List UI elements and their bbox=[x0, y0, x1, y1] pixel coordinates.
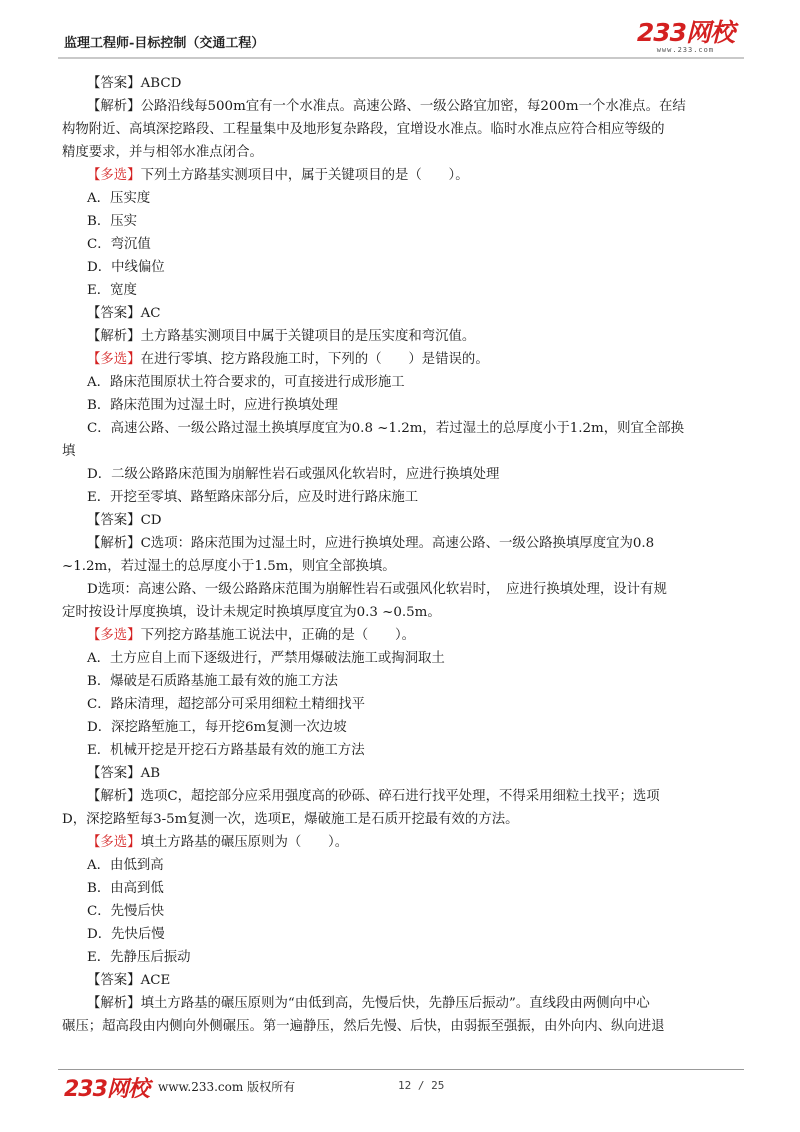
line-text: AC bbox=[140, 306, 161, 321]
text-line bbox=[62, 992, 740, 1015]
line-text: 构物附近、高填深挖路段、工程量集中及地形复杂路段，宜增设水准点。临时水准点应符合相应等级的 bbox=[62, 122, 665, 137]
section-tag: 【答案】 bbox=[87, 766, 141, 781]
text-line bbox=[62, 164, 740, 187]
text-line bbox=[62, 601, 740, 624]
line-text: 碾压；超高段由内侧向外侧碾压。第一遍静压，然后先慢、后快，由弱振至强振，由外向内、纵向进退 bbox=[62, 1019, 665, 1034]
text-line bbox=[62, 187, 740, 210]
text-line bbox=[62, 739, 740, 762]
line-text: C选项：路床范围为过湿土时，应进行换填处理。高速公路、一级公路换填厚度宜为0.8 bbox=[140, 536, 655, 551]
line-text: A．土方应自上而下逐级进行，严禁用爆破法施工或掏洞取土 bbox=[87, 651, 445, 666]
text-line bbox=[62, 95, 740, 118]
line-text: D．深挖路堑施工，每开挖6m复测一次边坡 bbox=[87, 720, 347, 735]
section-tag: 【解析】 bbox=[87, 789, 141, 804]
text-line bbox=[62, 532, 740, 555]
line-text: 公路沿线每500m宜有一个水准点。高速公路、一级公路宜加密，每200m一个水准点。在结 bbox=[140, 99, 686, 114]
document-title: 监理工程师-目标控制（交通工程） bbox=[64, 36, 265, 51]
line-text: C．路床清理，超挖部分可采用细粒土精细找平 bbox=[87, 697, 366, 712]
line-text: B．路床范围为过湿土时，应进行换填处理 bbox=[87, 398, 338, 413]
line-text: ACE bbox=[140, 973, 171, 988]
text-line bbox=[62, 877, 740, 900]
page-footer bbox=[58, 1072, 744, 1102]
text-line bbox=[62, 256, 740, 279]
line-text: 下列挖方路基施工说法中，正确的是（ ）。 bbox=[140, 628, 416, 643]
footer-divider bbox=[58, 1069, 744, 1070]
line-text: 精度要求，并与相邻水准点闭合。 bbox=[62, 145, 263, 160]
section-tag: 【多选】 bbox=[87, 168, 141, 183]
text-line bbox=[62, 900, 740, 923]
logo-url: www.233.com bbox=[656, 46, 715, 54]
line-text: B．压实 bbox=[87, 214, 138, 229]
line-text: D，深挖路堑每3-5m复测一次，选项E，爆破施工是石质开挖最有效的方法。 bbox=[62, 812, 519, 827]
page-number: 12 / 25 bbox=[398, 1079, 445, 1092]
text-line bbox=[62, 923, 740, 946]
section-tag: 【答案】 bbox=[87, 973, 141, 988]
logo-text: 233网校 bbox=[636, 18, 734, 47]
text-line bbox=[62, 463, 740, 486]
line-text: E．宽度 bbox=[87, 283, 137, 298]
footer-logo[interactable]: 233网校 bbox=[64, 1077, 149, 1102]
line-text: E．先静压后振动 bbox=[87, 950, 191, 965]
brand-logo[interactable] bbox=[637, 20, 734, 54]
text-line bbox=[62, 302, 740, 325]
line-text: A．压实度 bbox=[87, 191, 151, 206]
line-text: B．由高到低 bbox=[87, 881, 164, 896]
section-tag: 【答案】 bbox=[87, 306, 141, 321]
text-line bbox=[62, 141, 740, 164]
line-text: B．爆破是石质路基施工最有效的施工方法 bbox=[87, 674, 338, 689]
line-text: CD bbox=[140, 513, 162, 528]
text-line bbox=[62, 233, 740, 256]
text-line bbox=[62, 693, 740, 716]
section-tag: 【多选】 bbox=[87, 628, 141, 643]
text-line bbox=[62, 118, 740, 141]
footer-copyright: www.233.com 版权所有 bbox=[158, 1080, 296, 1094]
text-line bbox=[62, 348, 740, 371]
line-text: 选项C，超挖部分应采用强度高的砂砾、碎石进行找平处理，不得采用细粒土找平；选项 bbox=[140, 789, 660, 804]
section-tag: 【解析】 bbox=[87, 99, 141, 114]
line-text: 在进行零填、挖方路段施工时，下列的（ ）是错误的。 bbox=[140, 352, 489, 367]
text-line bbox=[62, 1015, 740, 1038]
line-text: 填土方路基的碾压原则为“由低到高，先慢后快，先静压后振动”。直线段由两侧向中心 bbox=[140, 996, 650, 1011]
line-text: E．机械开挖是开挖石方路基最有效的施工方法 bbox=[87, 743, 365, 758]
section-tag: 【多选】 bbox=[87, 352, 141, 367]
line-text: 下列土方路基实测项目中，属于关键项目的是（ ）。 bbox=[140, 168, 469, 183]
section-tag: 【答案】 bbox=[87, 513, 141, 528]
text-line bbox=[62, 831, 740, 854]
line-text: A．路床范围原状土符合要求的，可直接进行成形施工 bbox=[87, 375, 405, 390]
text-line bbox=[62, 762, 740, 785]
text-line bbox=[62, 72, 740, 95]
text-line bbox=[62, 969, 740, 992]
line-text: C．弯沉值 bbox=[87, 237, 151, 252]
text-line bbox=[62, 486, 740, 509]
page-header bbox=[58, 18, 744, 56]
header-divider bbox=[58, 57, 744, 59]
text-line bbox=[62, 946, 740, 969]
section-tag: 【答案】 bbox=[87, 76, 141, 91]
text-line bbox=[62, 670, 740, 693]
text-line bbox=[62, 716, 740, 739]
text-line bbox=[62, 279, 740, 302]
line-text: D．二级公路路床范围为崩解性岩石或强风化软岩时，应进行换填处理 bbox=[87, 467, 500, 482]
line-text: 填 bbox=[62, 444, 76, 459]
text-line bbox=[62, 394, 740, 417]
line-text: E．开挖至零填、路堑路床部分后，应及时进行路床施工 bbox=[87, 490, 419, 505]
line-text: D选项：高速公路、一级公路路床范围为崩解性岩石或强风化软岩时， 应进行换填处理，设计有规 bbox=[87, 582, 667, 597]
text-line bbox=[62, 325, 740, 348]
text-line bbox=[62, 624, 740, 647]
section-tag: 【解析】 bbox=[87, 329, 141, 344]
text-line bbox=[62, 647, 740, 670]
line-text: C．高速公路、一级公路过湿土换填厚度宜为0.8 ~1.2m，若过湿土的总厚度小于1.2m，则宜全部换 bbox=[87, 421, 685, 436]
text-line bbox=[62, 509, 740, 532]
line-text: ABCD bbox=[140, 76, 182, 91]
line-text: 土方路基实测项目中属于关键项目的是压实度和弯沉值。 bbox=[140, 329, 476, 344]
line-text: D．中线偏位 bbox=[87, 260, 165, 275]
text-line bbox=[62, 417, 740, 440]
line-text: AB bbox=[140, 766, 161, 781]
line-text: 定时按设计厚度换填，设计未规定时换填厚度宜为0.3 ~0.5m。 bbox=[62, 605, 441, 620]
text-line bbox=[62, 210, 740, 233]
text-line bbox=[62, 578, 740, 601]
line-text: 填土方路基的碾压原则为（ ）。 bbox=[140, 835, 349, 850]
section-tag: 【多选】 bbox=[87, 835, 141, 850]
document-body bbox=[62, 72, 740, 1038]
line-text: ~1.2m，若过湿土的总厚度小于1.5m，则宜全部换填。 bbox=[62, 559, 396, 574]
text-line bbox=[62, 555, 740, 578]
text-line bbox=[62, 854, 740, 877]
text-line bbox=[62, 808, 740, 831]
text-line bbox=[62, 440, 740, 463]
text-line bbox=[62, 371, 740, 394]
line-text: D．先快后慢 bbox=[87, 927, 165, 942]
section-tag: 【解析】 bbox=[87, 536, 141, 551]
section-tag: 【解析】 bbox=[87, 996, 141, 1011]
line-text: A．由低到高 bbox=[87, 858, 164, 873]
line-text: C．先慢后快 bbox=[87, 904, 165, 919]
text-line bbox=[62, 785, 740, 808]
